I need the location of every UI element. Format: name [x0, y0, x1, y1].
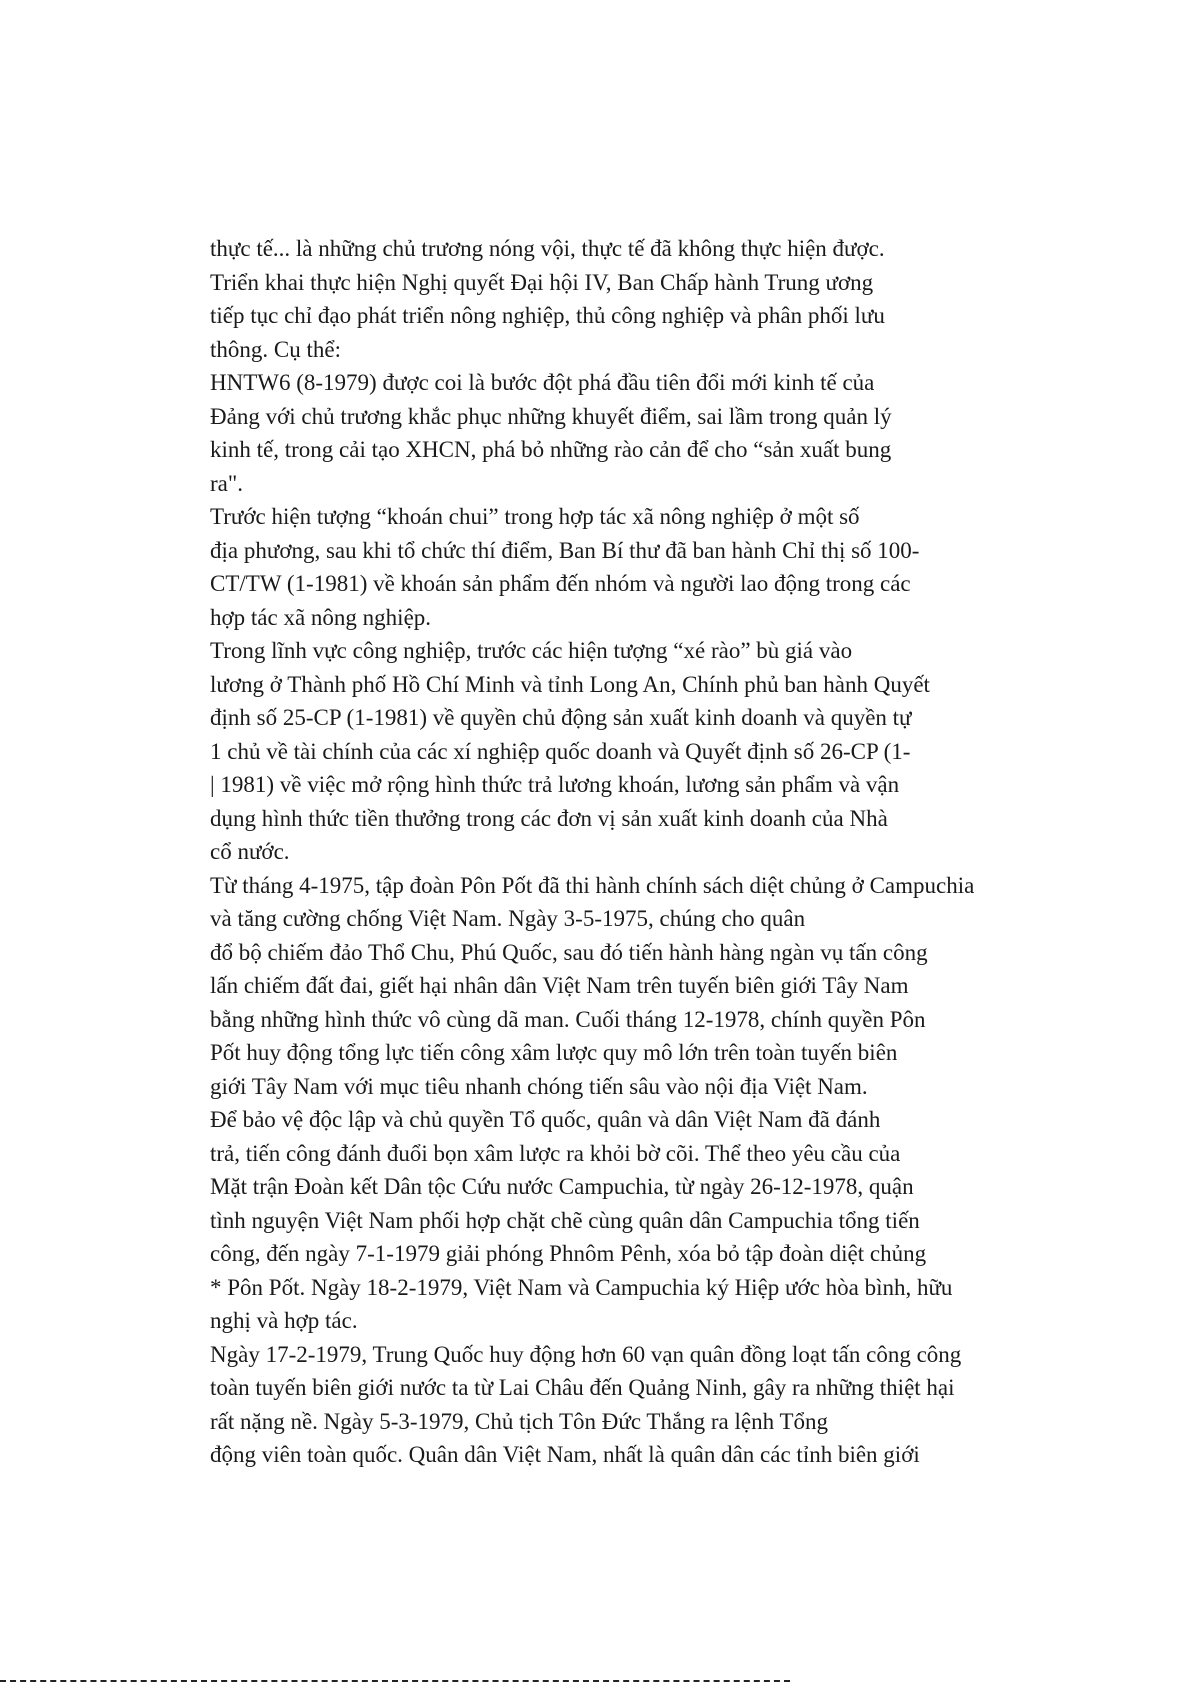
text-line: 1 chủ về tài chính của các xí nghiệp quốc doanh và Quyết định số 26-CP (1-	[210, 738, 911, 764]
text-line: Từ tháng 4-1975, tập đoàn Pôn Pốt đã thi hành chính sách diệt chủng ở Campuchia	[210, 872, 975, 898]
text-line: trả, tiến công đánh đuổi bọn xâm lược ra khỏi bờ cõi. Thể theo yêu cầu của	[210, 1140, 901, 1166]
text-line: hợp tác xã nông nghiệp.	[210, 604, 432, 630]
page-bottom-rule	[0, 1680, 790, 1682]
text-line: cổ nước.	[210, 839, 290, 864]
text-line: định số 25-CP (1-1981) về quyền chủ động sản xuất kinh doanh và quyền tự	[210, 705, 912, 730]
text-line: Đảng với chủ trương khắc phục những khuyết điểm, sai lầm trong quản lý	[210, 403, 892, 429]
text-line: tình nguyện Việt Nam phối hợp chặt chẽ cùng quân dân Campuchia tổng tiến	[210, 1207, 920, 1233]
text-line: | 1981) về việc mở rộng hình thức trả lương khoán, lương sản phẩm và vận	[210, 772, 900, 797]
text-line: lấn chiếm đất đai, giết hại nhân dân Việt Nam trên tuyến biên giới Tây Nam	[210, 973, 909, 998]
text-line: tiếp tục chỉ đạo phát triển nông nghiệp, thủ công nghiệp và phân phối lưu	[210, 303, 885, 328]
text-line: bằng những hình thức vô cùng dã man. Cuối tháng 12-1978, chính quyền Pôn	[210, 1006, 926, 1032]
text-line: giới Tây Nam với mục tiêu nhanh chóng tiến sâu vào nội địa Việt Nam.	[210, 1073, 868, 1099]
text-line: dụng hình thức tiền thưởng trong các đơn vị sản xuất kinh doanh của Nhà	[210, 805, 888, 831]
text-line: Pốt huy động tổng lực tiến công xâm lược quy mô lớn trên toàn tuyến biên	[210, 1040, 898, 1065]
text-line: lương ở Thành phố Hồ Chí Minh và tỉnh Long An, Chính phủ ban hành Quyết	[210, 671, 930, 697]
text-line: HNTW6 (8-1979) được coi là bước đột phá đầu tiên đổi mới kinh tế của	[210, 370, 875, 395]
text-line: * Pôn Pốt. Ngày 18-2-1979, Việt Nam và Campuchia ký Hiệp ước hòa bình, hữu	[210, 1274, 953, 1300]
text-line: thông. Cụ thể:	[210, 336, 341, 362]
text-line: công, đến ngày 7-1-1979 giải phóng Phnôm Pênh, xóa bỏ tập đoàn diệt chủng	[210, 1241, 927, 1266]
text-line: rất nặng nề. Ngày 5-3-1979, Chủ tịch Tôn Đức Thắng ra lệnh Tổng	[210, 1408, 829, 1434]
text-line: thực tế... là những chủ trương nóng vội, thực tế đã không thực hiện được.	[210, 236, 885, 261]
text-line: Ngày 17-2-1979, Trung Quốc huy động hơn 60 vạn quân đồng loạt tấn công công	[210, 1341, 962, 1367]
text-line: và tăng cường chống Việt Nam. Ngày 3-5-1975, chúng cho quân	[210, 906, 806, 931]
text-line: địa phương, sau khi tổ chức thí điểm, Ban Bí thư đã ban hành Chỉ thị số 100-	[210, 537, 920, 563]
text-line: kinh tế, trong cải tạo XHCN, phá bỏ những rào cản để cho “sản xuất bung	[210, 437, 892, 462]
text-line: nghị và hợp tác.	[210, 1308, 358, 1333]
body-text	[210, 232, 1110, 1472]
text-line: Trước hiện tượng “khoán chui” trong hợp tác xã nông nghiệp ở một số	[210, 504, 860, 529]
text-line: Triển khai thực hiện Nghị quyết Đại hội IV, Ban Chấp hành Trung ương	[210, 269, 874, 295]
text-line: ra".	[210, 470, 244, 496]
text-line: Để bảo vệ độc lập và chủ quyền Tổ quốc, quân và dân Việt Nam đã đánh	[210, 1107, 881, 1132]
text-line: CT/TW (1-1981) về khoán sản phẩm đến nhóm và người lao động trong các	[210, 571, 911, 596]
text-line: động viên toàn quốc. Quân dân Việt Nam, nhất là quân dân các tỉnh biên giới	[210, 1442, 920, 1467]
text-line: Trong lĩnh vực công nghiệp, trước các hiện tượng “xé rào” bù giá vào	[210, 638, 853, 663]
text-line: Mặt trận Đoàn kết Dân tộc Cứu nước Campuchia, từ ngày 26-12-1978, quận	[210, 1174, 914, 1199]
text-line: đổ bộ chiếm đảo Thổ Chu, Phú Quốc, sau đó tiến hành hàng ngàn vụ tấn công	[210, 939, 928, 965]
text-line: toàn tuyến biên giới nước ta từ Lai Châu đến Quảng Ninh, gây ra những thiệt hại	[210, 1375, 955, 1400]
